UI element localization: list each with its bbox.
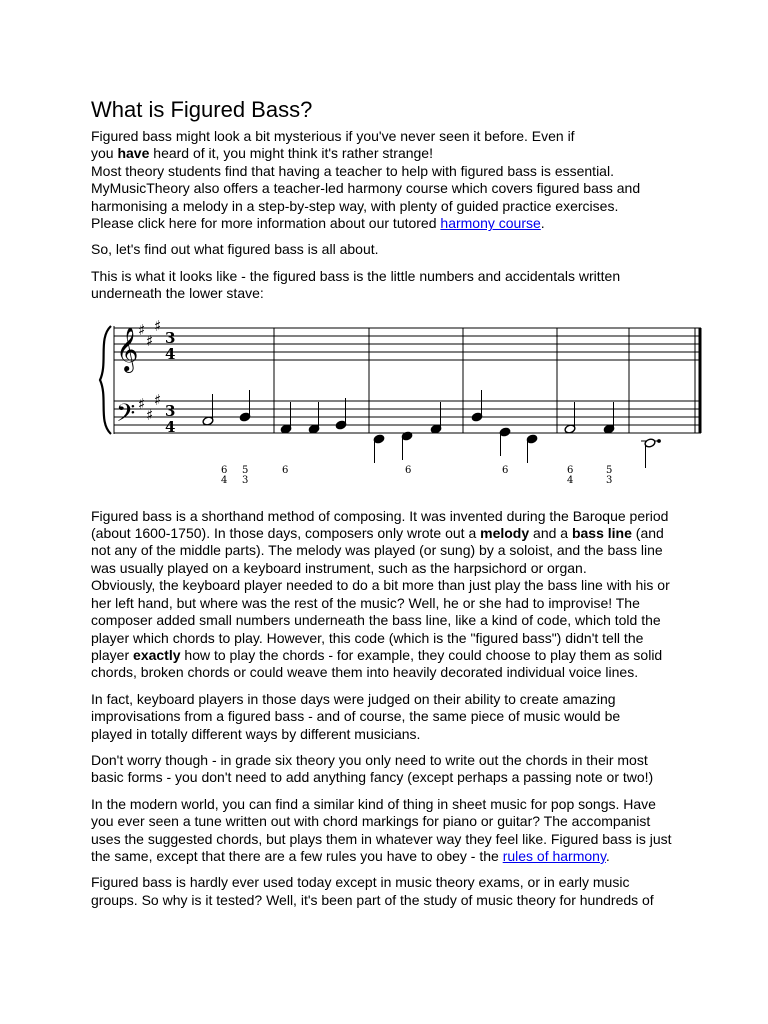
figure-7-top: 5 (606, 465, 613, 476)
obviously-text-a: Obviously, the keyboard player needed to do a bit more than just play the bass line with his or her left hand, but where was the rest of the music? Well, he or she had to improvise! The composer added small numbers underneath the bass line, like a kind of code, which told the player which chords to play. However, this code (which is the "figured bass") didn't tell the player (91, 577, 670, 663)
figured-bass-score (96, 318, 716, 488)
modern-text-b: . (605, 847, 610, 864)
treble-time-top: 3 (165, 329, 176, 347)
shorthand-text-a: Figured bass is a shorthand method of composing. It was invented during the Baroque period (about 1600-1750). In those days, composers only wrote out a (91, 507, 669, 542)
intro-paragraph (91, 128, 691, 232)
emphasis-melody: melody (480, 525, 530, 542)
svg-text:♯: ♯ (138, 395, 146, 413)
figure-4-top: 6 (405, 465, 412, 476)
intro-line-2c: heard of it, you might think it's rather strange! (149, 145, 433, 162)
intro-emphasis-have: have (117, 145, 150, 162)
treble-clef-icon: 𝄞 (116, 327, 139, 371)
intro-line-5: harmonising a melody in a step-by-step way, with plenty of guided practice exercises. (91, 197, 619, 214)
treble-key-signature (138, 318, 161, 350)
shorthand-paragraph (91, 508, 676, 578)
figure-6-top: 6 (567, 465, 574, 476)
in-fact-paragraph: In fact, keyboard players in those days were judged on their ability to create amazing improvisations from a figured bass - and of course, the same piece of music would be played in totally different ways by different musicians. (91, 690, 621, 742)
intro-line-4: MyMusicTheory also offers a teacher-led harmony course which covers figured bass and (91, 180, 641, 197)
find-out-paragraph: So, let's find out what figured bass is all about. (91, 241, 379, 258)
obviously-paragraph (91, 577, 676, 681)
treble-staff (114, 328, 701, 360)
rules-of-harmony-link[interactable]: rules of harmony (502, 847, 606, 864)
augmentation-dot (658, 440, 661, 443)
article (91, 96, 691, 909)
figure-2-bottom: 3 (242, 475, 249, 486)
shorthand-text-e: (and not any of the middle parts). The melody was played (or sung) by a soloist, and the bass line was usually played on a keyboard instrument, such as the harpsichord or organ. (91, 525, 664, 576)
bass-key-signature (138, 391, 161, 424)
page-title: What is Figured Bass? (91, 97, 313, 122)
bass-notes (202, 390, 660, 468)
dont-worry-paragraph: Don't worry though - in grade six theory you only need to write out the chords in their most basic forms - you don't need to add anything fancy (except perhaps a passing note or two!) (91, 751, 654, 786)
figure-5-top: 6 (502, 465, 509, 476)
shorthand-text-c: and a (529, 525, 572, 542)
svg-text:♯: ♯ (154, 391, 162, 409)
figure-2-top: 5 (242, 465, 249, 476)
figure-3-top: 6 (282, 465, 289, 476)
emphasis-exactly: exactly (133, 646, 181, 663)
emphasis-bass-line: bass line (571, 525, 632, 542)
figure-7-bottom: 3 (606, 475, 613, 486)
svg-text:♯: ♯ (146, 332, 154, 350)
figure-6-bottom: 4 (567, 475, 574, 486)
svg-text:♯: ♯ (146, 406, 154, 424)
modern-text-a: In the modern world, you can find a similar kind of thing in sheet music for pop songs. Have you ever seen a tune written out with chord markings for piano or guitar? The accompanist uses the suggested chords, but plays them in whatever way they feel like. Figured bass is just the same, except that there are a few rules you have to obey - the (91, 795, 672, 864)
modern-world-paragraph (91, 796, 676, 866)
figure-1-bottom: 4 (221, 475, 228, 486)
svg-text:♯: ♯ (154, 318, 162, 335)
treble-time-bottom: 4 (165, 345, 176, 363)
svg-text:♯: ♯ (138, 321, 146, 339)
bass-time-top: 3 (165, 402, 176, 420)
obviously-text-c: how to play the chords - for example, they could choose to play them as solid chords, broken chords or could weave them into heavily decorated individual voice lines. (91, 646, 663, 681)
score-svg (96, 318, 716, 488)
harmony-course-link[interactable]: harmony course (440, 215, 541, 232)
intro-line-2a: you (91, 145, 118, 162)
brace (100, 326, 111, 434)
hardly-used-paragraph: Figured bass is hardly ever used today except in music theory exams, or in early music groups. So why is it tested? Well, it's been part of the study of music theory for hundreds of (91, 874, 654, 908)
intro-line-6b: . (540, 215, 545, 232)
intro-line-6a: Please click here for more information about our tutored (91, 215, 441, 232)
intro-line-1: Figured bass might look a bit mysterious if you've never seen it before. Even if (91, 128, 575, 144)
looks-like-paragraph: This is what it looks like - the figured bass is the little numbers and accidentals written underneath the lower stave: (91, 267, 621, 302)
bass-clef-icon: 𝄢 (116, 399, 136, 434)
figure-1-top: 6 (221, 465, 228, 476)
intro-line-3: Most theory students find that having a teacher to help with figured bass is essential. (91, 162, 614, 179)
bass-time-bottom: 4 (165, 418, 176, 436)
